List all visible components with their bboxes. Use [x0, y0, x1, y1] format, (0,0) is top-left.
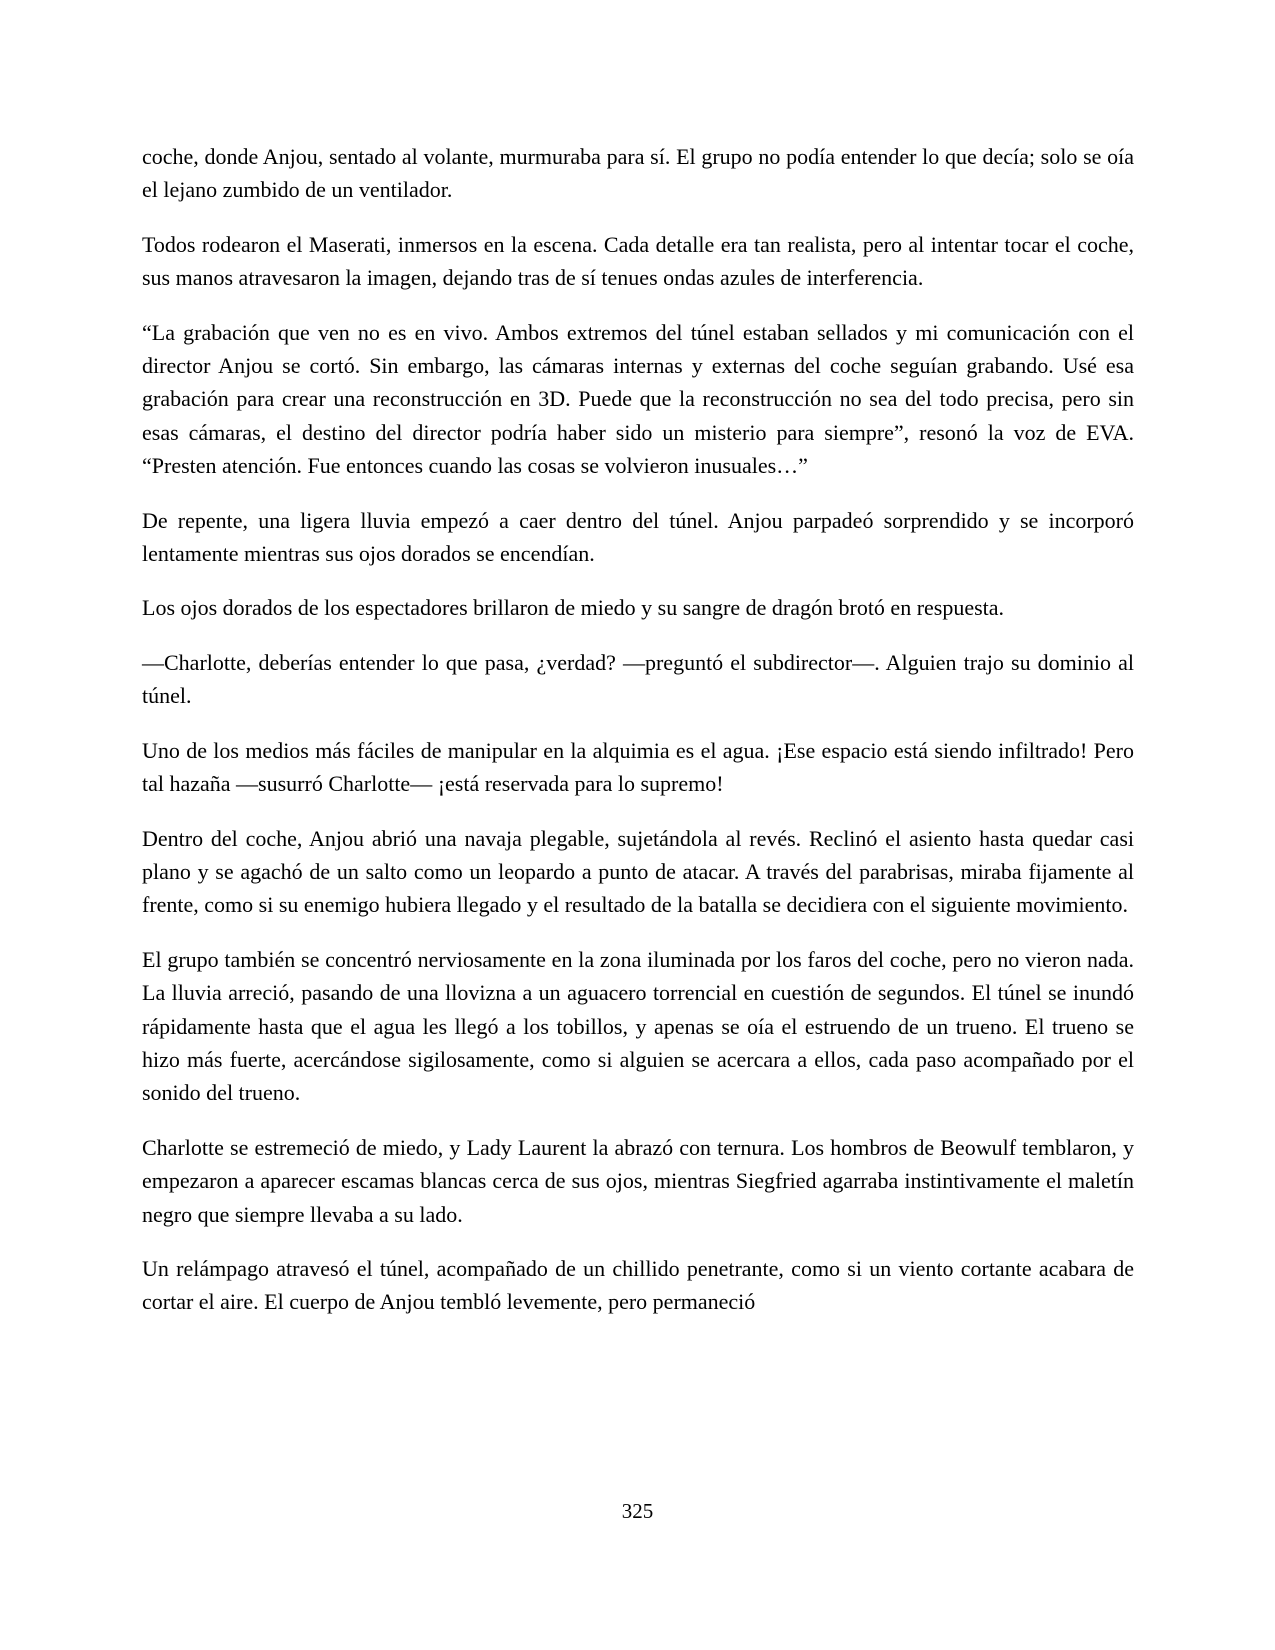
page-number: 325 — [621, 1499, 654, 1523]
paragraph: Los ojos dorados de los espectadores brillaron de miedo y su sangre de dragón brotó en respuesta. — [142, 595, 1005, 621]
paragraph: Uno de los medios más fáciles de manipular en la alquimia es el agua. ¡Ese espacio está siendo infiltrado! Pero tal hazaña —susurró Charlotte— ¡está reservada para lo supremo! — [142, 737, 1134, 797]
paragraph: De repente, una ligera lluvia empezó a caer dentro del túnel. Anjou parpadeó sorprendido y se incorporó lentamente mientras sus ojos dorados se encendían. — [142, 507, 1134, 567]
paragraph: Un relámpago atravesó el túnel, acompañado de un chillido penetrante, como si un viento cortante acabara de cortar el aire. El cuerpo de Anjou tembló levemente, pero permaneció — [142, 1255, 1134, 1315]
paragraph: —Charlotte, deberías entender lo que pasa, ¿verdad? —preguntó el subdirector—. Alguien trajo su dominio al túnel. — [142, 649, 1134, 709]
paragraph: “La grabación que ven no es en vivo. Ambos extremos del túnel estaban sellados y mi comunicación con el director Anjou se cortó. Sin embargo, las cámaras internas y externas del coche seguían grabando. Usé esa grabación para crear una reconstrucción en 3D. Puede que la reconstrucción no sea del todo precisa, pero sin esas cámaras, el destino del director podría haber sido un misterio para siempre”, resonó la voz de EVA. “Presten atención. Fue entonces cuando las cosas se volvieron inusuales…” — [142, 319, 1134, 479]
paragraph: El grupo también se concentró nerviosamente en la zona iluminada por los faros del coche, pero no vieron nada. La lluvia arreció, pasando de una llovizna a un aguacero torrencial en cuestión de segundos. El túnel se inundó rápidamente hasta que el agua les llegó a los tobillos, y apenas se oía el estruendo de un trueno. El trueno se hizo más fuerte, acercándose sigilosamente, como si alguien se acercara a ellos, cada paso acompañado por el sonido del trueno. — [142, 946, 1134, 1106]
paragraph: coche, donde Anjou, sentado al volante, murmuraba para sí. El grupo no podía entender lo que decía; solo se oía el lejano zumbido de un ventilador. — [142, 144, 1134, 203]
page-content — [142, 140, 1134, 1340]
paragraph: Dentro del coche, Anjou abrió una navaja plegable, sujetándola al revés. Reclinó el asiento hasta quedar casi plano y se agachó de un salto como un leopardo a punto de atacar. A través del parabrisas, miraba fijamente al frente, como si su enemigo hubiera llegado y el resultado de la batalla se decidiera con el siguiente movimiento. — [142, 825, 1134, 918]
paragraph: Todos rodearon el Maserati, inmersos en la escena. Cada detalle era tan realista, pero al intentar tocar el coche, sus manos atravesaron la imagen, dejando tras de sí tenues ondas azules de interferencia. — [142, 231, 1134, 291]
paragraph: Charlotte se estremeció de miedo, y Lady Laurent la abrazó con ternura. Los hombros de Beowulf temblaron, y empezaron a aparecer escamas blancas cerca de sus ojos, mientras Siegfried agarraba instintivamente el maletín negro que siempre llevaba a su lado. — [142, 1134, 1134, 1227]
